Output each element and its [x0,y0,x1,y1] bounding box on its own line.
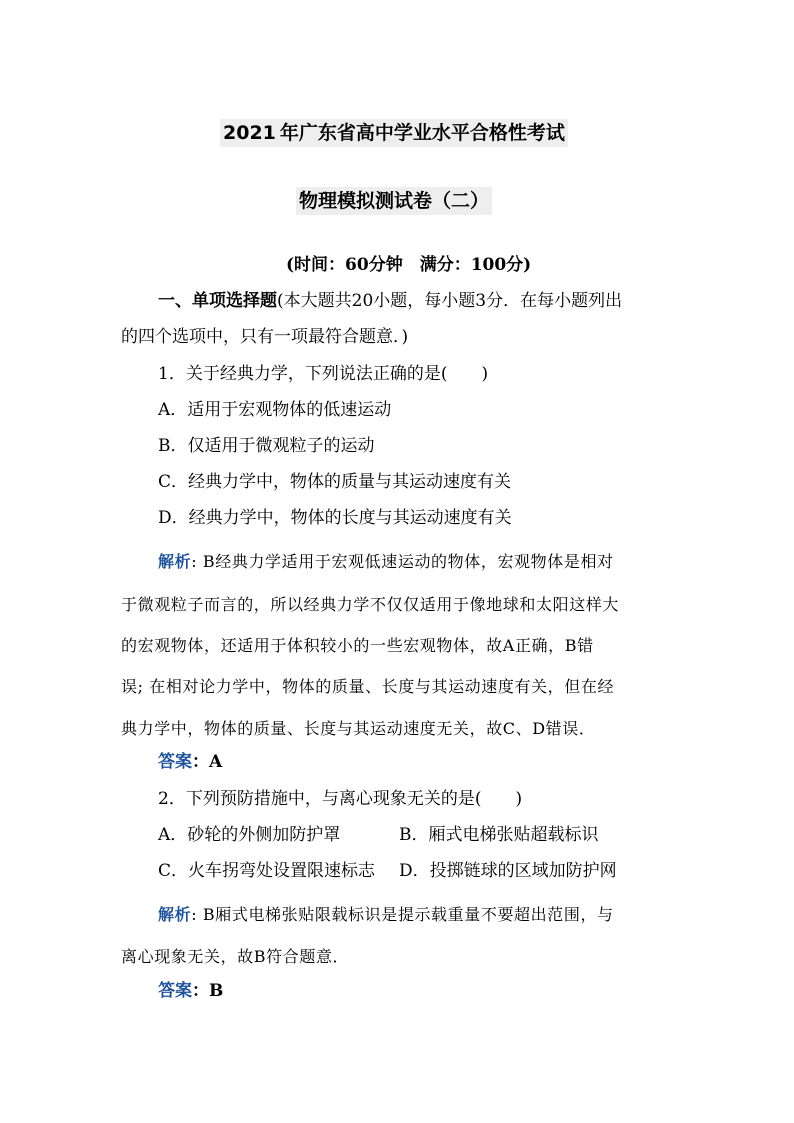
q2-answer-label: 答案 [158,981,192,1001]
q2-option-a: A．砂轮的外侧加防护罩 [158,825,341,845]
q2-analysis-label: 解析 [158,905,192,924]
q1-analysis-line2: 于微观粒子而言的，所以经典力学不仅仅适用于像地球和太阳这样大 [121,595,620,614]
q1-analysis-line3: 的宏观物体，还适用于体积较小的一些宏观物体，故A正确，B错 [121,636,594,655]
q1-answer-value: ：A [192,752,223,772]
q1-option-d: D．经典力学中，物体的长度与其运动速度有关 [158,508,512,528]
q1-option-c: C．经典力学中，物体的质量与其运动速度有关 [158,472,512,492]
exam-info: (时间：60分钟 满分：100分) [286,255,532,275]
q1-analysis-line1 [158,551,614,573]
q2-answer [158,980,223,1002]
q1-answer [158,751,222,773]
q1-analysis-label: 解析 [158,552,192,571]
document-subtitle: 物理模拟测试卷（二） [296,187,492,215]
section-note-1: (本大题共20小题，每小题3分．在每小题列出 [277,291,623,311]
q2-option-c: C．火车拐弯处设置限速标志 [158,861,376,881]
document-title [220,119,568,147]
q1-analysis-line5: 典力学中，物体的质量、长度与其运动速度无关，故C、D错误． [121,719,596,738]
q2-analysis-text-1: : B厢式电梯张贴限载标识是提示载重量不要超出范围，与 [191,905,614,924]
section-note-2: 的四个选项中，只有一项最符合题意．) [121,327,409,347]
q1-answer-label: 答案 [158,752,192,772]
q2-stem: 2．下列预防措施中，与离心现象无关的是( ) [158,789,523,809]
section-heading: 一、单项选择题 [158,291,277,311]
q2-option-d: D．投掷链球的区域加防护网 [399,861,617,881]
q1-analysis-text-1: : B经典力学适用于宏观低速运动的物体，宏观物体是相对 [191,552,614,571]
q1-stem: 1．关于经典力学，下列说法正确的是( ) [158,364,489,384]
q1-option-a: A．适用于宏观物体的低速运动 [158,400,392,420]
q2-option-b: B．厢式电梯张贴超载标识 [399,825,599,845]
section-heading-line1 [158,290,622,312]
q1-option-b: B．仅适用于微观粒子的运动 [158,436,375,456]
q2-answer-value: ：B [192,981,224,1001]
q1-analysis-line4: 误; 在相对论力学中，物体的质量、长度与其运动速度有关，但在经 [121,677,615,696]
title-year: 2021 [223,122,276,144]
q2-analysis-line2: 离心现象无关，故B符合题意． [121,947,350,966]
q2-analysis-line1 [158,904,614,926]
title-text: 年广东省高中学业水平合格性考试 [279,122,565,144]
